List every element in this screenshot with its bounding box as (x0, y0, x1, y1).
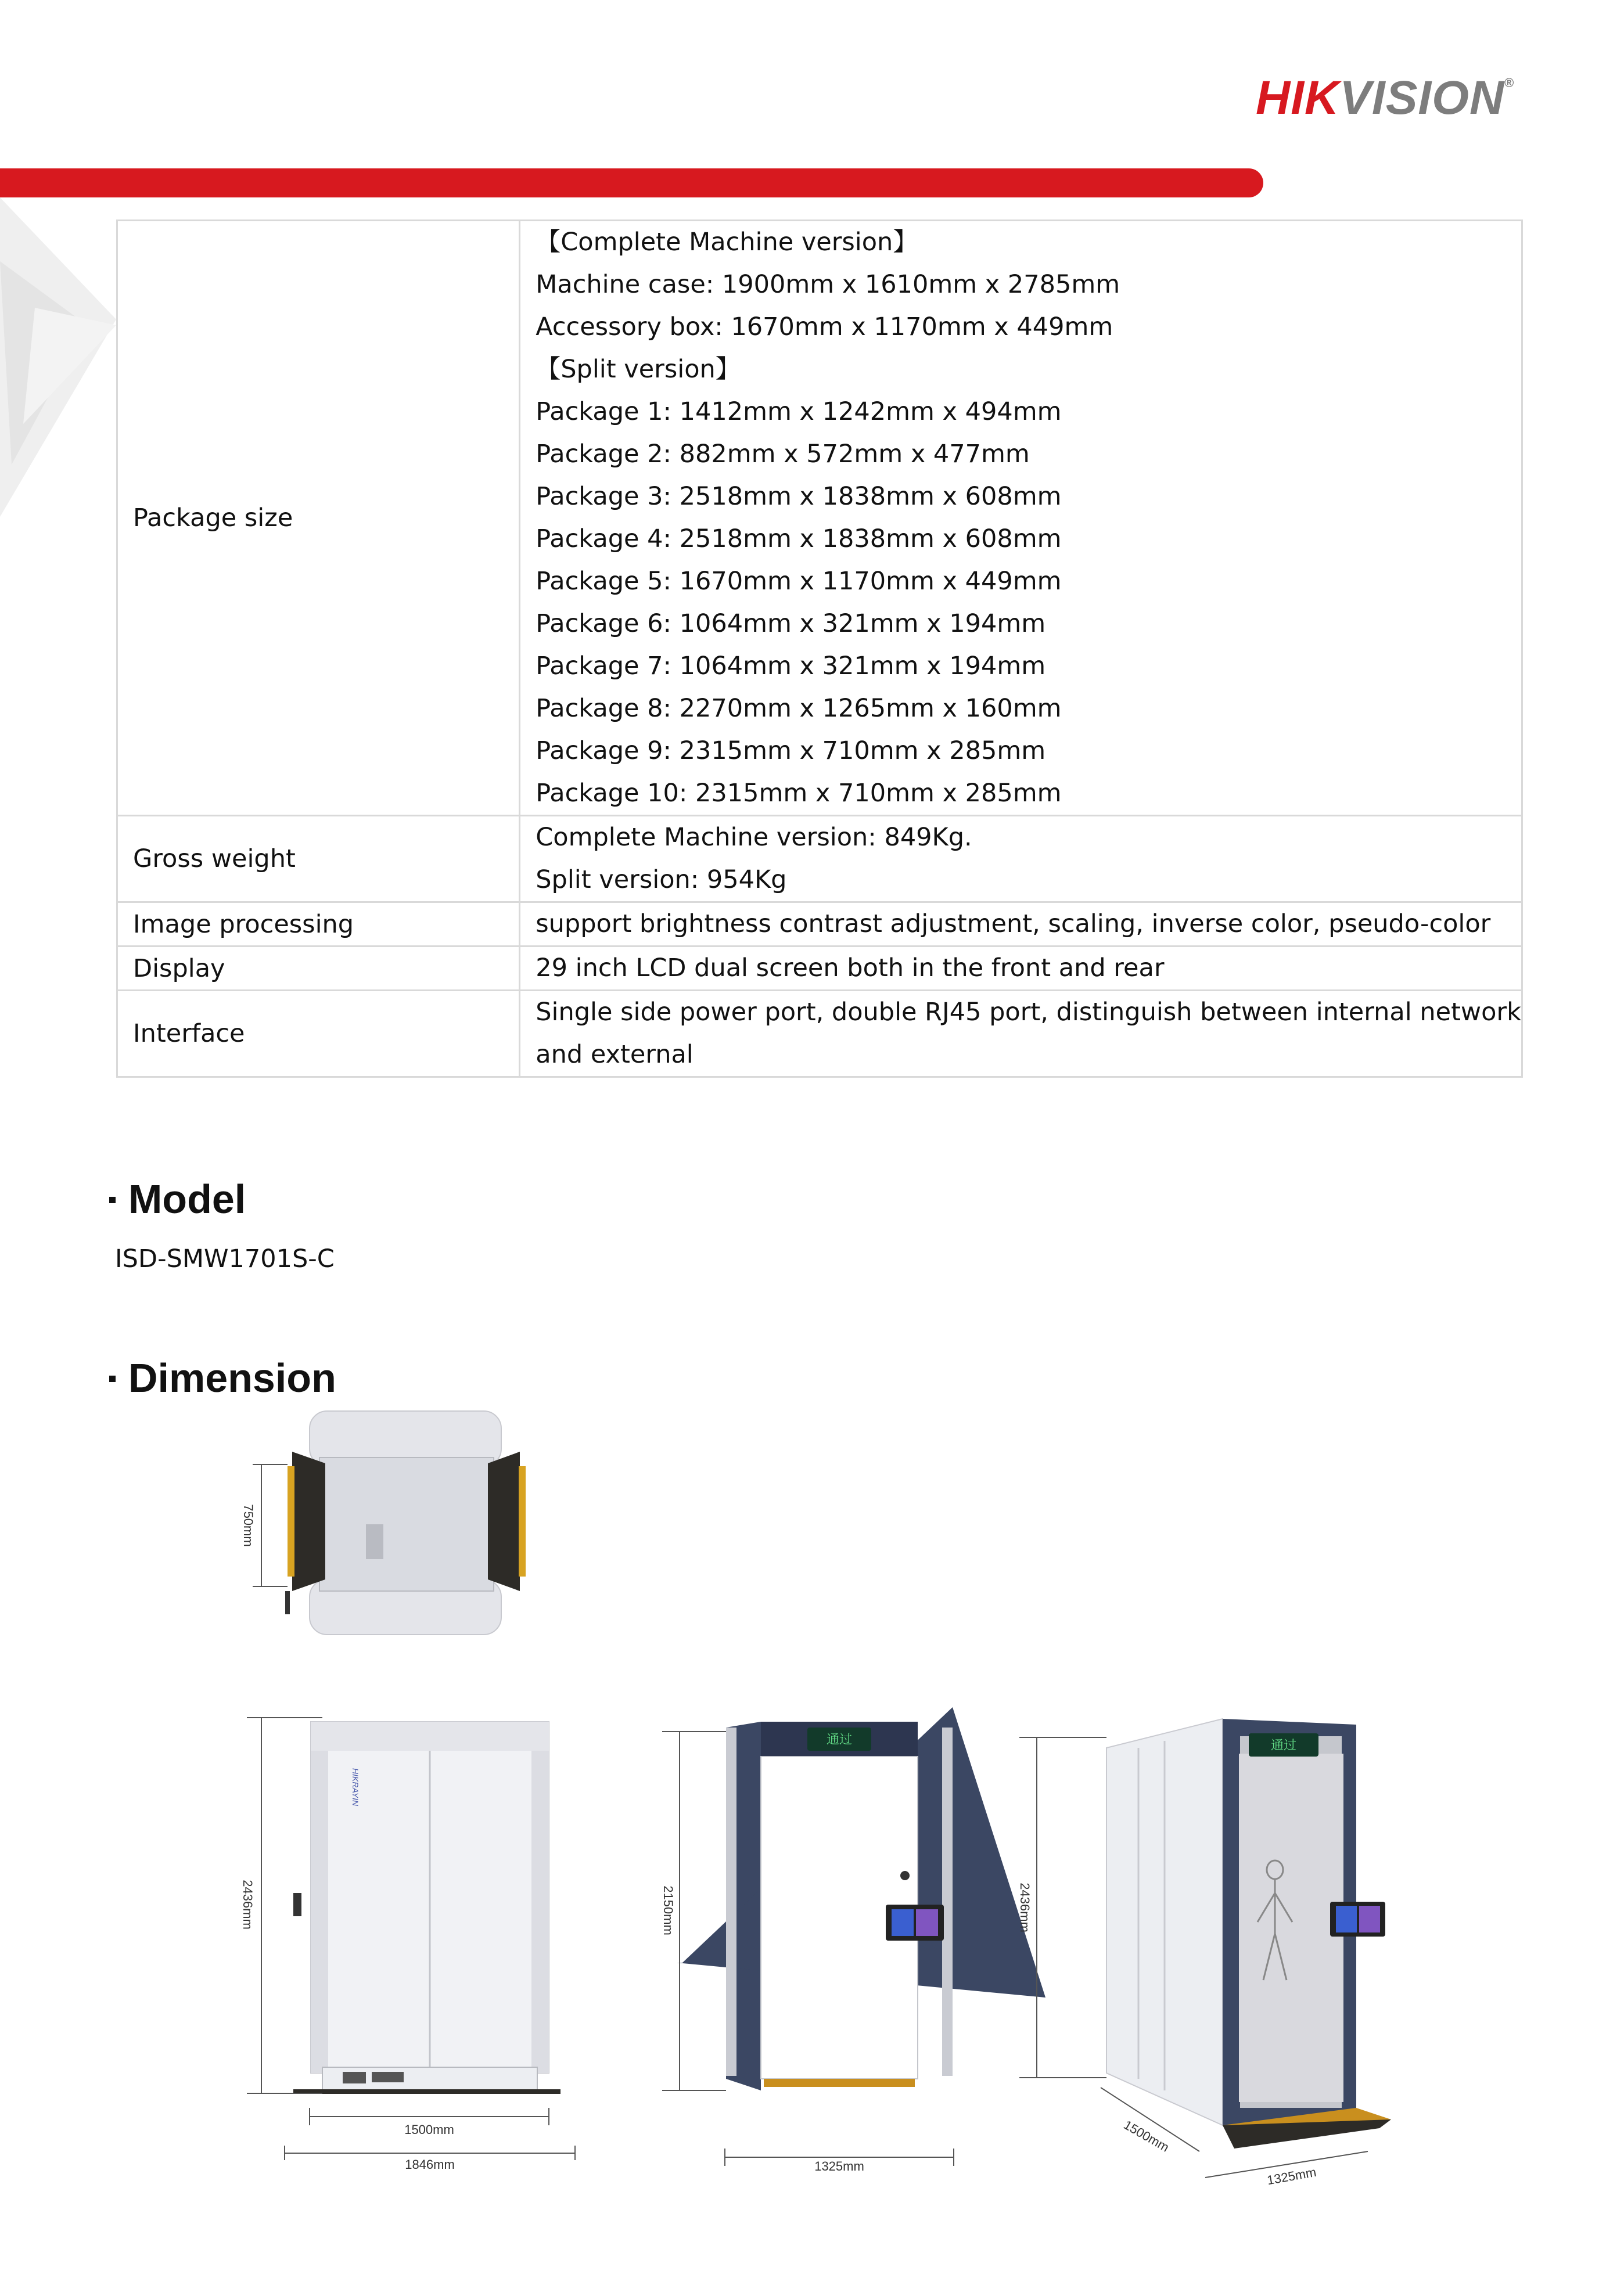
spec-value-line: Complete Machine version: 849Kg. (536, 823, 972, 852)
side-view-drawing (235, 1707, 584, 2183)
spec-row (117, 816, 1522, 902)
spec-label: Interface (117, 991, 520, 1077)
top-view-drawing (229, 1411, 590, 1638)
model-value: ISD-SMW1701S-C (115, 1244, 335, 1273)
spec-row (117, 947, 1522, 991)
spec-value-line: support brightness contrast adjustment, scaling, inverse color, pseudo-color (536, 909, 1491, 938)
spec-value-line: Package 5: 1670mm x 1170mm x 449mm (536, 567, 1062, 596)
spec-value-line: Package 4: 2518mm x 1838mm x 608mm (536, 524, 1062, 553)
spec-value (520, 816, 1522, 902)
model-heading: Model (109, 1179, 246, 1219)
front-view-width-label: 1325mm (814, 2159, 864, 2173)
spec-value-line: 【Complete Machine version】 (536, 228, 918, 257)
spec-value (520, 947, 1522, 991)
spec-value-line: Split version: 954Kg (536, 865, 787, 894)
dimension-heading: Dimension (109, 1358, 336, 1398)
spec-value (520, 991, 1522, 1077)
spec-value (520, 221, 1522, 816)
spec-label: Package size (117, 221, 520, 816)
spec-value-line: Package 7: 1064mm x 321mm x 194mm (536, 652, 1046, 681)
spec-value-line: Package 6: 1064mm x 321mm x 194mm (536, 609, 1046, 638)
spec-value-line: Package 8: 2270mm x 1265mm x 160mm (536, 694, 1062, 723)
iso-view-height-label: 2436mm (1018, 1883, 1032, 1932)
spec-value-line: Single side power port, double RJ45 port, distinguish between internal network (536, 998, 1521, 1027)
spec-row (117, 991, 1522, 1077)
front-view-drawing (662, 1707, 958, 2178)
spec-label: Display (117, 947, 520, 991)
spec-value-line: 【Split version】 (536, 355, 741, 384)
iso-view-screen-text: 通过 (1270, 1739, 1297, 1753)
spec-table (116, 219, 1523, 1078)
spec-value-line: 29 inch LCD dual screen both in the front and rear (536, 953, 1165, 983)
spec-row (117, 221, 1522, 816)
front-view-height-label: 2150mm (661, 1885, 676, 1935)
side-view-width-label: 1500mm (404, 2122, 454, 2137)
top-view-depth-label: 750mm (241, 1504, 256, 1547)
spec-value-line: Package 1: 1412mm x 1242mm x 494mm (536, 397, 1062, 426)
side-view-height-label: 2436mm (240, 1880, 255, 1930)
spec-value-line: Accessory box: 1670mm x 1170mm x 449mm (536, 312, 1113, 341)
spec-value-line: Package 10: 2315mm x 710mm x 285mm (536, 779, 1062, 808)
spec-value-line: Package 2: 882mm x 572mm x 477mm (536, 440, 1030, 469)
spec-row (117, 902, 1522, 947)
spec-label: Gross weight (117, 816, 520, 902)
iso-view-depth-label: 1500mm (1121, 2117, 1172, 2155)
iso-view-drawing (1019, 1701, 1403, 2201)
side-view-total-label: 1846mm (405, 2157, 455, 2172)
spec-value-line: Machine case: 1900mm x 1610mm x 2785mm (536, 270, 1120, 299)
spec-label: Image processing (117, 902, 520, 947)
hikvision-logo: HIKVISION® (1256, 71, 1515, 124)
spec-value (520, 902, 1522, 947)
spec-value-line: and external (536, 1040, 694, 1069)
spec-value-line: Package 9: 2315mm x 710mm x 285mm (536, 736, 1046, 765)
spec-value-line: Package 3: 2518mm x 1838mm x 608mm (536, 482, 1062, 511)
decorative-watermark-icon (0, 192, 128, 528)
header-red-bar (0, 168, 1263, 197)
side-view-brand-label: HIKRAYIN (351, 1768, 360, 1806)
iso-view-width-label: 1325mm (1266, 2164, 1318, 2188)
front-view-screen-text: 通过 (826, 1733, 853, 1747)
